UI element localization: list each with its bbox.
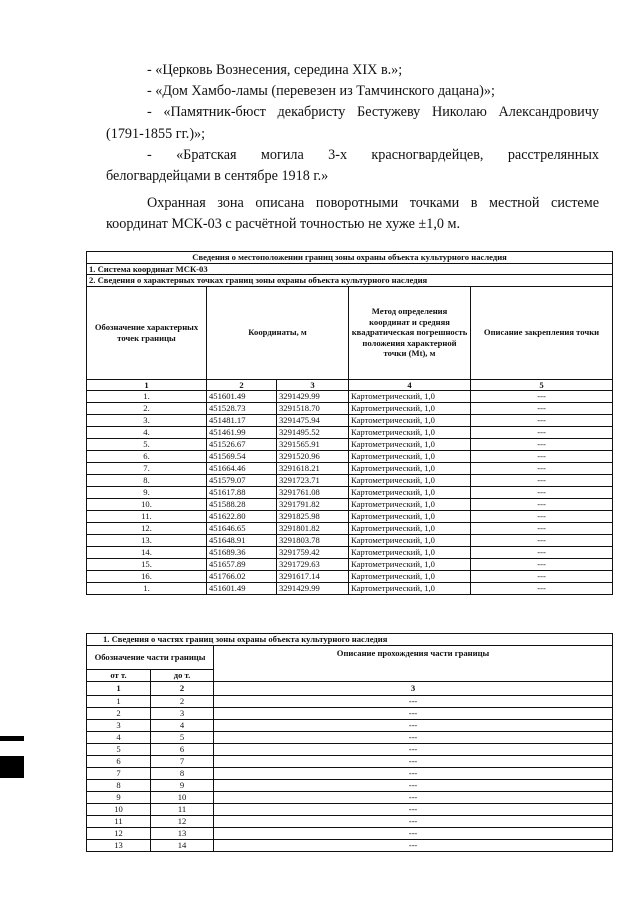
- point-number: 1.: [87, 583, 207, 595]
- method: Картометрический, 1,0: [349, 439, 471, 451]
- coord-y: 3291723.71: [277, 475, 349, 487]
- point-number: 1.: [87, 391, 207, 403]
- part-from: 5: [87, 743, 151, 755]
- method: Картометрический, 1,0: [349, 499, 471, 511]
- col-number: 1: [87, 681, 151, 695]
- table-row: [87, 415, 613, 427]
- list-item-church: - «Церковь Вознесения, середина XIX в.»;: [147, 62, 403, 78]
- method: Картометрический, 1,0: [349, 583, 471, 595]
- fixing: ---: [471, 535, 613, 547]
- coord-x: 451622.80: [207, 511, 277, 523]
- fixing: ---: [471, 415, 613, 427]
- list-item-monument-line1: - «Памятник-бюст декабристу Бестужеву Николаю Александровичу: [147, 104, 599, 120]
- part-from: 9: [87, 791, 151, 803]
- coord-y: 3291518.70: [277, 403, 349, 415]
- coord-y: 3291429.99: [277, 583, 349, 595]
- point-number: 11.: [87, 511, 207, 523]
- list-item-grave-line1: - «Братская могила 3-х красногвардейцев, расстрелянных: [147, 147, 599, 163]
- coord-x: 451601.49: [207, 391, 277, 403]
- coord-x: 451601.49: [207, 583, 277, 595]
- part-to: 9: [151, 779, 214, 791]
- fixing: ---: [471, 391, 613, 403]
- part-to: 14: [151, 839, 214, 851]
- col-number: 5: [471, 379, 613, 391]
- coord-y: 3291801.82: [277, 523, 349, 535]
- method: Картометрический, 1,0: [349, 535, 471, 547]
- part-description: ---: [214, 803, 613, 815]
- part-description: ---: [214, 815, 613, 827]
- part-description: ---: [214, 731, 613, 743]
- table-row: [87, 815, 613, 827]
- column-number-row: [87, 681, 613, 695]
- col-number: 3: [214, 681, 613, 695]
- table-row: [87, 427, 613, 439]
- table-row: [87, 719, 613, 731]
- part-to: 6: [151, 743, 214, 755]
- table-row: [87, 463, 613, 475]
- points-table: [86, 251, 613, 595]
- fixing: ---: [471, 487, 613, 499]
- coord-x: 451689.36: [207, 547, 277, 559]
- coord-x: 451648.91: [207, 535, 277, 547]
- table-row: [87, 499, 613, 511]
- part-to: 11: [151, 803, 214, 815]
- fixing: ---: [471, 463, 613, 475]
- part-to: 12: [151, 815, 214, 827]
- table-row: [87, 523, 613, 535]
- col-number: 4: [349, 379, 471, 391]
- table-row: [87, 439, 613, 451]
- coord-y: 3291825.98: [277, 511, 349, 523]
- table-row: [87, 779, 613, 791]
- part-from: 13: [87, 839, 151, 851]
- part-to: 10: [151, 791, 214, 803]
- list-item-khambo-house: - «Дом Хамбо-ламы (перевезен из Тамчинского дацана)»;: [147, 83, 495, 99]
- coord-y: 3291475.94: [277, 415, 349, 427]
- fixing: ---: [471, 559, 613, 571]
- point-number: 2.: [87, 403, 207, 415]
- part-description: ---: [214, 743, 613, 755]
- part-to: 2: [151, 695, 214, 707]
- part-to: 13: [151, 827, 214, 839]
- point-number: 14.: [87, 547, 207, 559]
- table-row: [87, 583, 613, 595]
- table-row: [87, 475, 613, 487]
- header-description: Описание закрепления точки: [471, 286, 613, 379]
- part-from: 4: [87, 731, 151, 743]
- table-row: [87, 707, 613, 719]
- table-row: [87, 487, 613, 499]
- coord-y: 3291803.78: [277, 535, 349, 547]
- table-row: [87, 403, 613, 415]
- point-number: 10.: [87, 499, 207, 511]
- table-row: [87, 755, 613, 767]
- part-from: 3: [87, 719, 151, 731]
- coord-x: 451646.65: [207, 523, 277, 535]
- method: Картометрический, 1,0: [349, 403, 471, 415]
- fixing: ---: [471, 475, 613, 487]
- coord-y: 3291429.99: [277, 391, 349, 403]
- part-description: ---: [214, 755, 613, 767]
- coord-y: 3291565.91: [277, 439, 349, 451]
- method: Картометрический, 1,0: [349, 451, 471, 463]
- table-row: [87, 559, 613, 571]
- points-table-title: Сведения о местоположении границ зоны охраны объекта культурного наследия: [87, 252, 613, 264]
- fixing: ---: [471, 571, 613, 583]
- point-number: 9.: [87, 487, 207, 499]
- parts-table: [86, 633, 613, 852]
- method: Картометрический, 1,0: [349, 427, 471, 439]
- part-to: 8: [151, 767, 214, 779]
- part-description: ---: [214, 767, 613, 779]
- part-description: ---: [214, 695, 613, 707]
- coord-y: 3291520.96: [277, 451, 349, 463]
- fixing: ---: [471, 403, 613, 415]
- scan-mark: [0, 756, 24, 778]
- col-number: 2: [151, 681, 214, 695]
- table-row: [87, 803, 613, 815]
- coord-y: 3291761.08: [277, 487, 349, 499]
- part-from: 2: [87, 707, 151, 719]
- coordinate-system-row: 1. Система координат МСК-03: [87, 263, 613, 275]
- method: Картометрический, 1,0: [349, 415, 471, 427]
- part-from: 8: [87, 779, 151, 791]
- table-row: [87, 511, 613, 523]
- table-row: [87, 451, 613, 463]
- point-number: 12.: [87, 523, 207, 535]
- scan-mark: [0, 736, 24, 741]
- header-designation: Обозначение характерных точек границы: [87, 286, 207, 379]
- protection-zone-text-line1: Охранная зона описана поворотными точками в местной системе: [147, 195, 599, 211]
- col-number: 1: [87, 379, 207, 391]
- part-description: ---: [214, 779, 613, 791]
- coord-x: 451657.89: [207, 559, 277, 571]
- header-from: от т.: [87, 669, 151, 681]
- table-row: [87, 827, 613, 839]
- coord-x: 451526.67: [207, 439, 277, 451]
- coord-x: 451569.54: [207, 451, 277, 463]
- method: Картометрический, 1,0: [349, 475, 471, 487]
- part-from: 11: [87, 815, 151, 827]
- table-row: [87, 791, 613, 803]
- coord-y: 3291617.14: [277, 571, 349, 583]
- part-description: ---: [214, 827, 613, 839]
- list-item-monument-line2: (1791-1855 гг.)»;: [106, 126, 206, 142]
- fixing: ---: [471, 439, 613, 451]
- part-from: 10: [87, 803, 151, 815]
- col-number: 3: [277, 379, 349, 391]
- part-to: 3: [151, 707, 214, 719]
- coord-x: 451588.28: [207, 499, 277, 511]
- points-section-row: 2. Сведения о характерных точках границ зоны охраны объекта культурного наследия: [87, 275, 613, 287]
- col-number: 2: [207, 379, 277, 391]
- coord-x: 451617.88: [207, 487, 277, 499]
- coord-x: 451528.73: [207, 403, 277, 415]
- header-part-designation: Обозначение части границы: [87, 645, 214, 669]
- point-number: 6.: [87, 451, 207, 463]
- coord-x: 451481.17: [207, 415, 277, 427]
- fixing: ---: [471, 547, 613, 559]
- table-row: [87, 535, 613, 547]
- point-number: 13.: [87, 535, 207, 547]
- point-number: 4.: [87, 427, 207, 439]
- table-row: [87, 743, 613, 755]
- fixing: ---: [471, 583, 613, 595]
- coord-y: 3291791.82: [277, 499, 349, 511]
- method: Картометрический, 1,0: [349, 571, 471, 583]
- coord-y: 3291729.63: [277, 559, 349, 571]
- part-from: 6: [87, 755, 151, 767]
- point-number: 3.: [87, 415, 207, 427]
- coord-y: 3291759.42: [277, 547, 349, 559]
- table-row: [87, 391, 613, 403]
- point-number: 16.: [87, 571, 207, 583]
- table-row: [87, 571, 613, 583]
- fixing: ---: [471, 427, 613, 439]
- method: Картометрический, 1,0: [349, 547, 471, 559]
- point-number: 15.: [87, 559, 207, 571]
- header-to: до т.: [151, 669, 214, 681]
- part-description: ---: [214, 791, 613, 803]
- coord-x: 451766.02: [207, 571, 277, 583]
- part-from: 7: [87, 767, 151, 779]
- table-row: [87, 767, 613, 779]
- method: Картометрический, 1,0: [349, 511, 471, 523]
- fixing: ---: [471, 451, 613, 463]
- point-number: 5.: [87, 439, 207, 451]
- part-to: 7: [151, 755, 214, 767]
- part-to: 5: [151, 731, 214, 743]
- method: Картометрический, 1,0: [349, 487, 471, 499]
- coord-y: 3291618.21: [277, 463, 349, 475]
- table-row: [87, 695, 613, 707]
- part-from: 12: [87, 827, 151, 839]
- part-to: 4: [151, 719, 214, 731]
- coord-x: 451461.99: [207, 427, 277, 439]
- column-number-row: [87, 379, 613, 391]
- part-from: 1: [87, 695, 151, 707]
- part-description: ---: [214, 839, 613, 851]
- header-part-description: Описание прохождения части границы: [214, 645, 613, 681]
- part-description: ---: [214, 719, 613, 731]
- coord-y: 3291495.52: [277, 427, 349, 439]
- list-item-grave-line2: белогвардейцами в сентябре 1918 г.»: [106, 168, 329, 184]
- fixing: ---: [471, 499, 613, 511]
- method: Картометрический, 1,0: [349, 463, 471, 475]
- table-row: [87, 547, 613, 559]
- coord-x: 451664.46: [207, 463, 277, 475]
- table-row: [87, 839, 613, 851]
- method: Картометрический, 1,0: [349, 391, 471, 403]
- protection-zone-text-line2: координат МСК-03 с расчётной точностью не хуже ±1,0 м.: [106, 216, 461, 232]
- point-number: 8.: [87, 475, 207, 487]
- method: Картометрический, 1,0: [349, 523, 471, 535]
- header-coordinates: Координаты, м: [207, 286, 349, 379]
- header-method: Метод определения координат и средняя квадратическая погрешность положения характерной точки (Mt), м: [349, 286, 471, 379]
- fixing: ---: [471, 511, 613, 523]
- fixing: ---: [471, 523, 613, 535]
- coord-x: 451579.07: [207, 475, 277, 487]
- parts-table-title: 1. Сведения о частях границ зоны охраны объекта культурного наследия: [87, 634, 613, 646]
- part-description: ---: [214, 707, 613, 719]
- point-number: 7.: [87, 463, 207, 475]
- method: Картометрический, 1,0: [349, 559, 471, 571]
- table-row: [87, 731, 613, 743]
